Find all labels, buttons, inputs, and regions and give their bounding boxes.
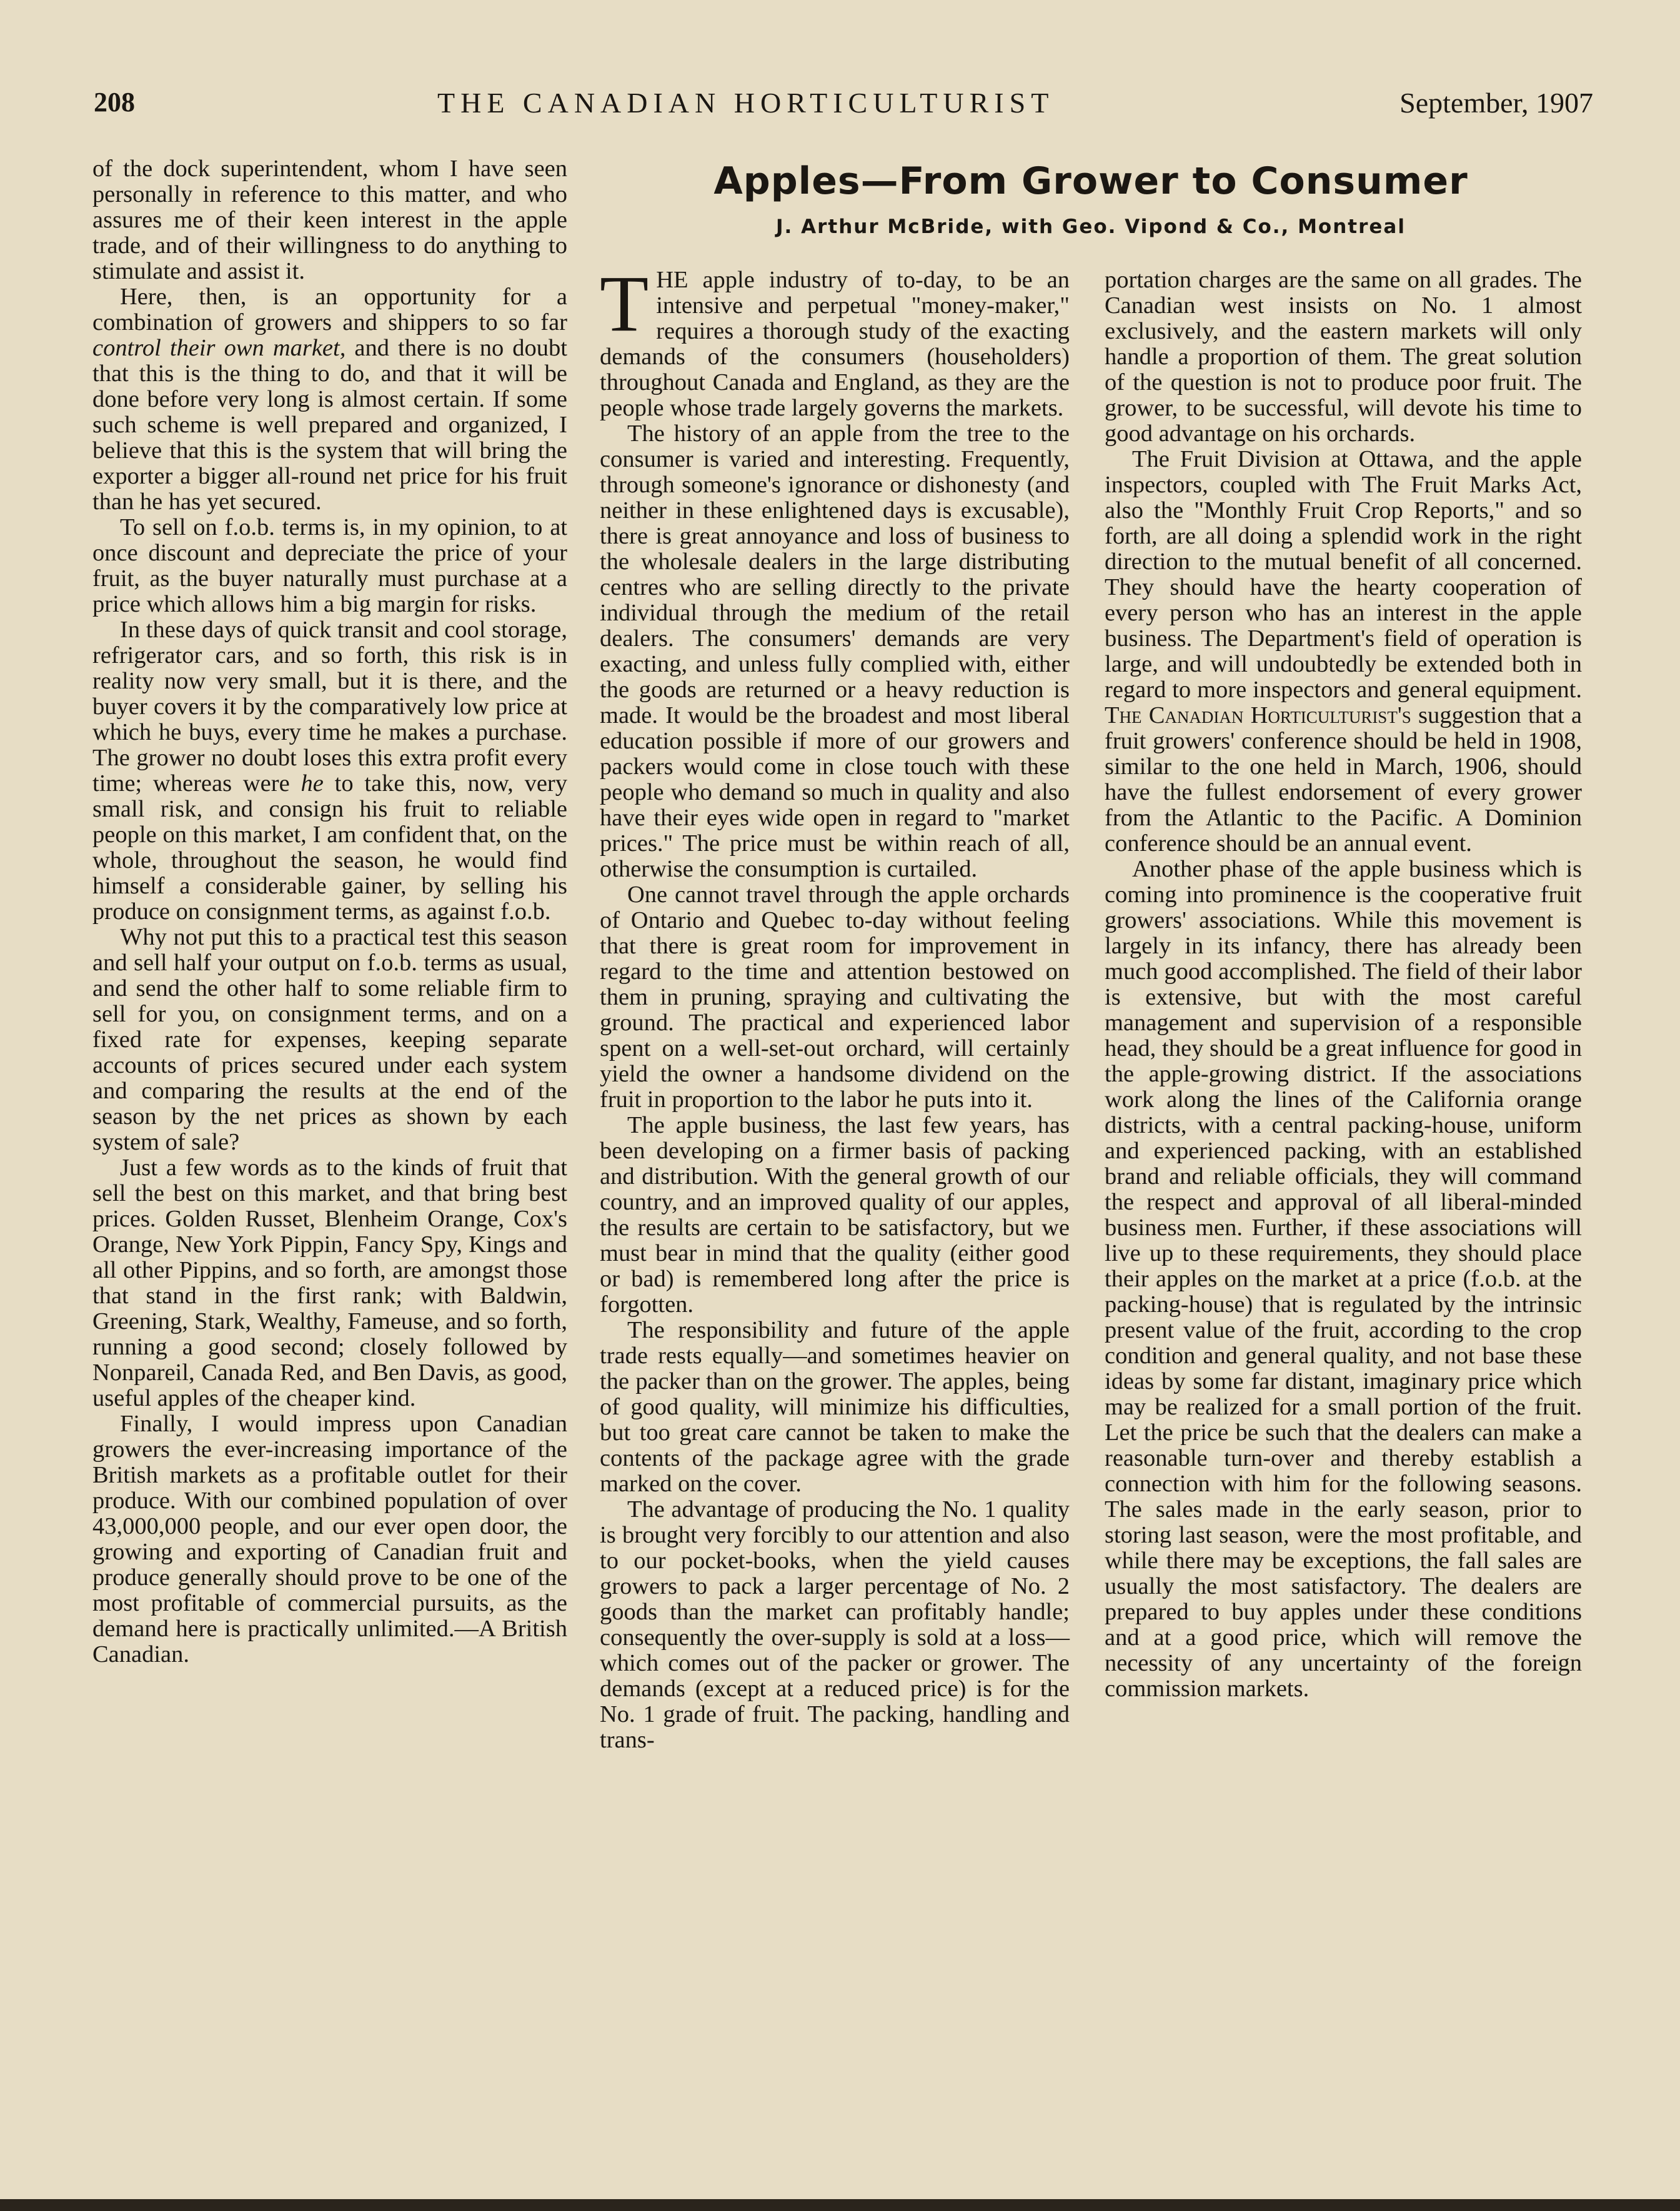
emphasis: control their own market, — [92, 335, 346, 361]
page-header — [94, 86, 1593, 130]
paragraph: Finally, I would impress upon Canadian growers the ever-increasing importance of the British markets as a profitable outlet for their produce. With our combined population of over 43,000,000 people, and our ever open door, the growing and exporting of Canadian fruit and produce generally should prove to be one of the most profitable of commercial pursuits, as the demand here is practically unlimited.—A British Canadian. — [92, 1411, 567, 1667]
paragraph: The Fruit Division at Ottawa, and the apple inspectors, coupled with The Fruit Marks Act, also the "Monthly Fruit Crop Reports," and so forth, are all doing a splendid work in the right direction to the mutual benefit of all concerned. They should have the hearty cooperation of every person who has an interest in the apple business. The Department's field of operation is large, and will undoubtedly be extended both in regard to more inspectors and general equipment. The Canadian Horticulturist's suggestion that a fruit growers' conference should be held in 1908, similar to the one held in March, 1906, should have the fullest endorsement of every grower from the Atlantic to the Pacific. A Dominion conference should be an annual event. — [1105, 446, 1582, 857]
emphasis: he — [301, 770, 324, 797]
column-left — [92, 156, 567, 1667]
column-middle — [600, 259, 1070, 1753]
paragraph: Here, then, is an opportunity for a combination of growers and shippers to so far control their own market, and there is no doubt that this is the thing to do, and that it will be done before very long is almost certain. If some such scheme is well prepared and organized, I believe that this is the system that will bring the exporter a bigger all-round net price for his fruit than he has yet secured. — [92, 284, 567, 515]
scan-edge — [0, 2199, 1680, 2211]
article-title: Apples—From Grower to Consumer — [713, 159, 1468, 203]
paragraph: The responsibility and future of the apple trade rests equally—and sometimes heavier on the packer than on the grower. The apples, being of good quality, will minimize his difficulties, but too great care cannot be taken to make the contents of the package agree with the grade marked on the cover. — [600, 1317, 1070, 1497]
paragraph: The history of an apple from the tree to the consumer is varied and interesting. Frequently, through someone's ignorance or dishonesty (and neither in these enlightened days is excusable), there is great annoyance and loss of business to the wholesale dealers in the large distributing centres who are selling directly to the private individual through the medium of the retail dealers. The consumers' demands are very exacting, and unless fully complied with, either the goods are returned or a heavy reduction is made. It would be the broadest and most liberal education possible if more of our growers and packers would come in close touch with these people who demand so much in quality and also have their eyes wide open in regard to "market prices." The price must be within reach of all, otherwise the consumption is curtailed. — [600, 420, 1070, 882]
column-right — [1105, 267, 1582, 1702]
paragraph: of the dock superintendent, whom I have seen personally in reference to this matter, and who assures me of their keen interest in the apple trade, and of their willingness to do anything to stimulate and assist it. — [92, 156, 567, 284]
issue-date: September, 1907 — [1399, 87, 1593, 119]
page-number: 208 — [94, 87, 135, 117]
paragraph: Another phase of the apple business which is coming into prominence is the cooperative fruit growers' associations. While this movement is largely in its infancy, there has already been much good accomplished. The field of their labor is extensive, but with the most careful management and supervision of a responsible head, they should be a great influence for good in the apple-growing district. If the associations work along the lines of the California orange districts, with a central packing-house, uniform and experienced packing, with an established brand and reliable officials, they will command the respect and approval of all liberal-minded business men. Further, if these associations will live up to these requirements, they should place their apples on the market at a price (f.o.b. at the packing-house) that is regulated by the intrinsic present value of the fruit, according to the crop condition and general quality, and not base these ideas by some far distant, imaginary price which may be realized for a small portion of the fruit. Let the price be such that the dealers can make a reasonable turn-over and thereby establish a connection with him for the following seasons. The sales made in the early season, prior to storing last season, were the most profitable, and while there may be exceptions, the fall sales are usually the most satisfactory. The dealers are prepared to buy apples under these conditions and at a good price, which will remove the necessity of any uncertainty of the foreign commission markets. — [1105, 856, 1582, 1702]
paragraph: Why not put this to a practical test this season and sell half your output on f.o.b. terms as usual, and send the other half to some reliable firm to sell for you, on consignment terms, and on a fixed rate for expenses, keeping separate accounts of prices secured under each system and comparing the results at the end of the season by the net prices as shown by each system of sale? — [92, 924, 567, 1155]
paragraph: One cannot travel through the apple orchards of Ontario and Quebec to-day without feeling that there is great room for improvement in regard to the time and attention bestowed on them in pruning, spraying and cultivating the ground. The practical and experienced labor spent on a well-set-out orchard, will certainly yield the owner a handsome dividend on the fruit in proportion to the labor he puts into it. — [600, 882, 1070, 1113]
paragraph: Just a few words as to the kinds of fruit that sell the best on this market, and that bring best prices. Golden Russet, Blenheim Orange, Cox's Orange, New York Pippin, Fancy Spy, Kings and all other Pippins, and so forth, are amongst those that stand in the first rank; with Baldwin, Greening, Stark, Wealthy, Fameuse, and so forth, running a good second; closely followed by Nonpareil, Canada Red, and Ben Davis, as good, useful apples of the cheaper kind. — [92, 1155, 567, 1411]
article-byline: J. Arthur McBride, with Geo. Vipond & Co., Montreal — [776, 216, 1406, 238]
journal-name-small-caps: The Canadian Horticulturist's — [1105, 702, 1411, 728]
paragraph: THE apple industry of to-day, to be an intensive and perpetual "money-maker," requires a thorough study of the exacting demands of the consumers (householders) throughout Canada and England, as they are the people whose trade largely governs the markets. — [600, 259, 1070, 421]
drop-cap: T — [600, 259, 649, 348]
paragraph: To sell on f.o.b. terms is, in my opinion, to at once discount and depreciate the price of your fruit, as the buyer naturally must purchase at a price which allows him a big margin for risks. — [92, 514, 567, 617]
paragraph: The advantage of producing the No. 1 quality is brought very forcibly to our attention and also to our pocket-books, when the yield causes growers to pack a larger percentage of No. 2 goods than the market can profitably handle; consequently the over-supply is sold at a loss—which comes out of the packer or grower. The demands (except at a reduced price) is for the No. 1 grade of fruit. The packing, handling and trans- — [600, 1496, 1070, 1753]
paragraph: In these days of quick transit and cool storage, refrigerator cars, and so forth, this risk is in reality now very small, but it is there, and the buyer covers it by the comparatively low price at which he buys, every time he makes a purchase. The grower no doubt loses this extra profit every time; whereas were he to take this, now, very small risk, and consign his fruit to reliable people on this market, I am confident that, on the whole, throughout the season, he would find himself a considerable gainer, by selling his produce on consignment terms, as against f.o.b. — [92, 617, 567, 925]
journal-title: THE CANADIAN HORTICULTURIST — [437, 87, 1055, 119]
paragraph: portation charges are the same on all grades. The Canadian west insists on No. 1 almost exclusively, and the eastern markets will only handle a proportion of them. The great solution of the question is not to produce poor fruit. The grower, to be successful, will devote his time to good advantage on his orchards. — [1105, 267, 1582, 447]
paragraph: The apple business, the last few years, has been developing on a firmer basis of packing and distribution. With the general growth of our country, and an improved quality of our apples, the results are certain to be satisfactory, but we must bear in mind that the quality (either good or bad) is remembered long after the price is forgotten. — [600, 1112, 1070, 1318]
